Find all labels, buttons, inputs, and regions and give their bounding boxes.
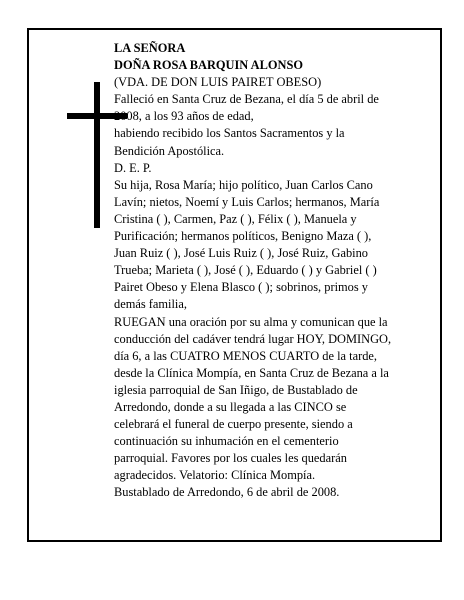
- request-line: iglesia parroquial de San Iñigo, de Bustablado de: [114, 382, 358, 397]
- request-line: agradecidos. Velatorio: Clínica Mompía.: [114, 468, 316, 483]
- family-line: Su hija, Rosa María; hijo político, Juan Carlos Cano: [114, 177, 373, 192]
- dep-line: D. E. P.: [114, 160, 152, 175]
- sacraments-line-1: habiendo recibido los Santos Sacramentos y la: [114, 126, 345, 141]
- sacraments-line-2: Bendición Apostólica.: [114, 143, 225, 158]
- family-line: Lavín; nietos, Noemí y Luis Carlos; hermanos, María: [114, 194, 380, 209]
- deceased-name: DOÑA ROSA BARQUIN ALONSO: [114, 58, 303, 73]
- request-line: RUEGAN una oración por su alma y comunican que la: [114, 314, 388, 329]
- cross-vertical-bar: [94, 82, 100, 228]
- family-line: Cristina ( ), Carmen, Paz ( ), Félix ( ), Manuela y: [114, 211, 357, 226]
- request-line: parroquial. Favores por los cuales les quedarán: [114, 451, 347, 466]
- request-line: desde la Clínica Mompía, en Santa Cruz de Bezana a la: [114, 365, 389, 380]
- request-line: continuación su inhumación en el cementerio: [114, 434, 339, 449]
- death-line-2: 2008, a los 93 años de edad,: [114, 109, 254, 124]
- request-line: celebrará el funeral de cuerpo presente, siendo a: [114, 417, 353, 432]
- family-line: demás familia,: [114, 297, 187, 312]
- widow-of-line: (VDA. DE DON LUIS PAIRET OBESO): [114, 75, 322, 90]
- honorific: LA SEÑORA: [114, 41, 186, 55]
- family-line: Pairet Obeso y Elena Blasco ( ); sobrinos, primos y: [114, 280, 368, 295]
- request-line: conducción del cadáver tendrá lugar HOY, DOMINGO,: [114, 331, 392, 346]
- family-line: Trueba; Marieta ( ), José ( ), Eduardo ( ) y Gabriel ( ): [114, 263, 377, 278]
- death-line-1: Falleció en Santa Cruz de Bezana, el día 5 de abril de: [114, 92, 379, 107]
- family-line: Purificación; hermanos políticos, Benigno Maza ( ),: [114, 229, 372, 244]
- closing-line: Bustablado de Arredondo, 6 de abril de 2008.: [114, 485, 340, 500]
- family-line: Juan Ruiz ( ), José Luis Ruiz ( ), José Ruiz, Gabino: [114, 246, 368, 261]
- request-line: Arredondo, donde a su llegada a las CINCO se: [114, 399, 347, 414]
- obituary-text: [114, 40, 434, 502]
- request-line: día 6, a las CUATRO MENOS CUARTO de la tarde,: [114, 348, 377, 363]
